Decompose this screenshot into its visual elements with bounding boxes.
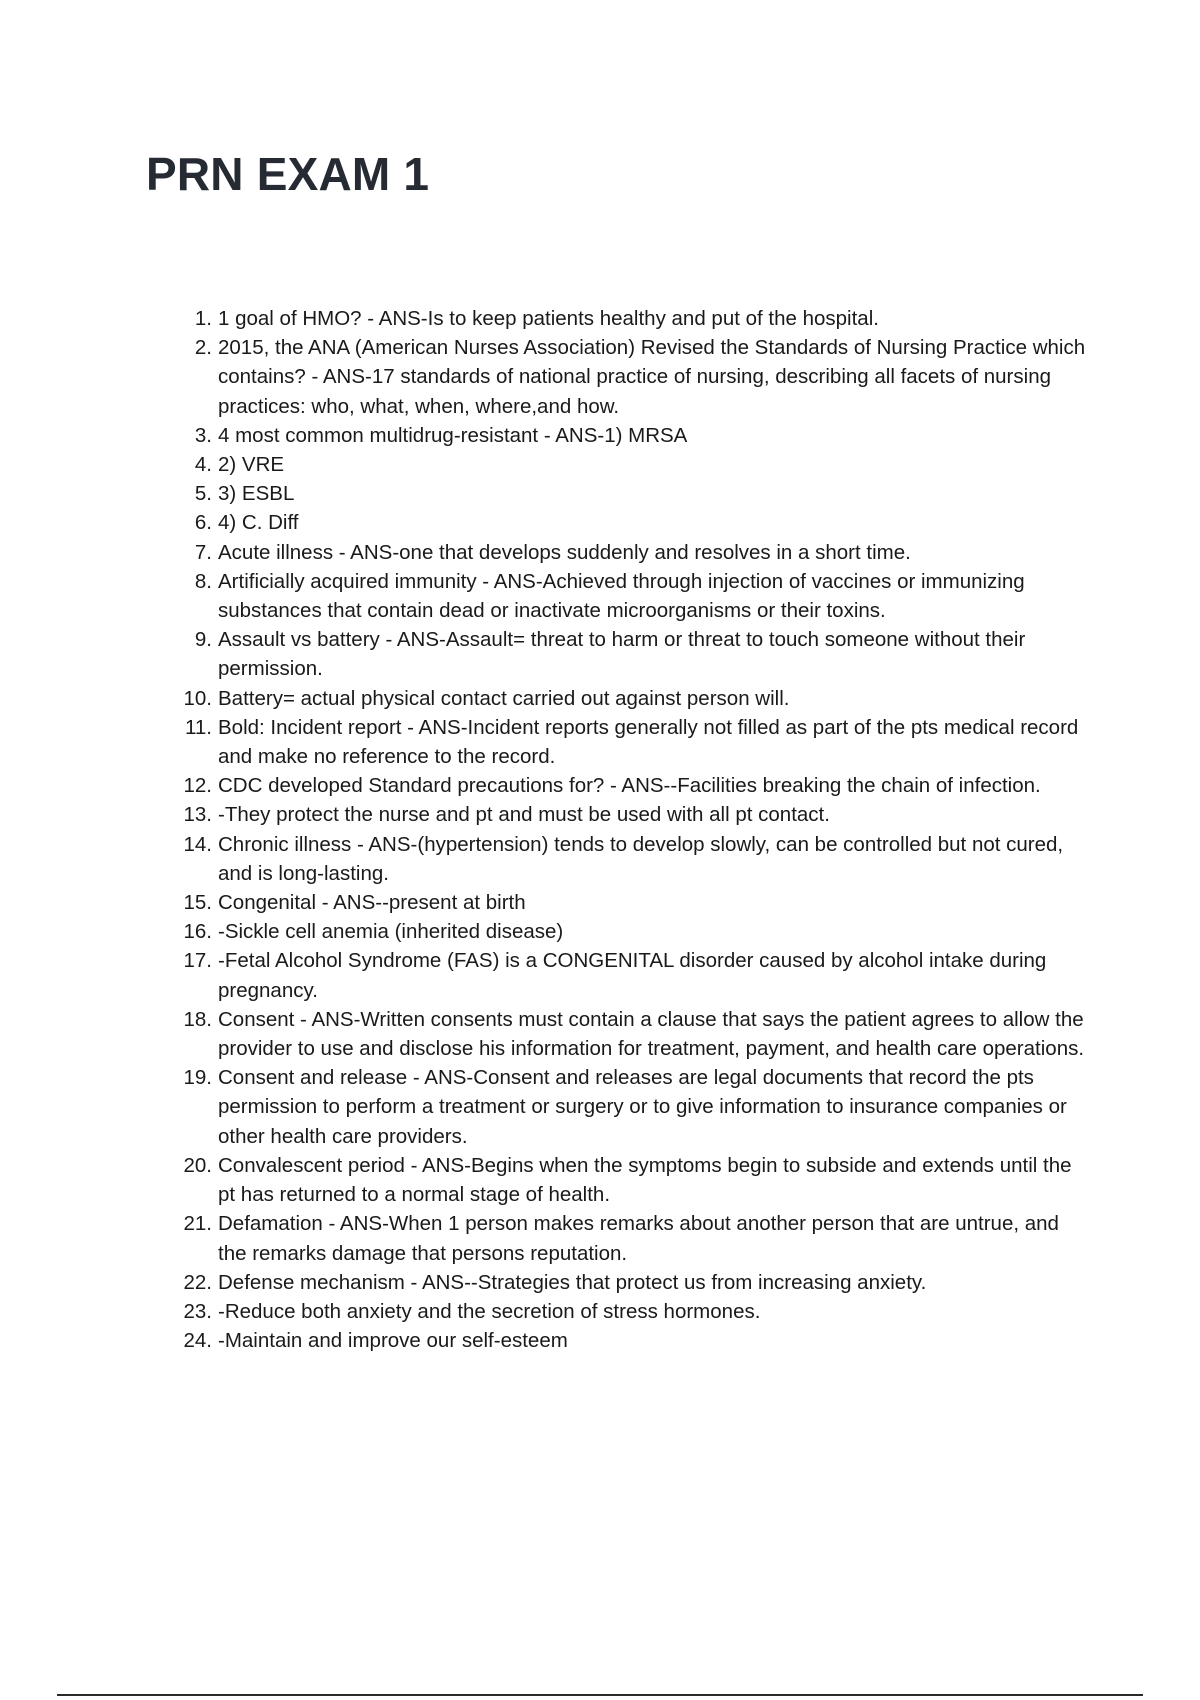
list-item [194,333,1088,421]
list-item-text: Consent - ANS-Written consents must contain a clause that says the patient agrees to allow the provider to use and disclose his information for treatment, payment, and health care operations. [218,1007,1085,1061]
list-item [194,304,1088,333]
list-item-number: 15. [183,891,212,915]
list-item-text: 1 goal of HMO? - ANS-Is to keep patients healthy and put of the hospital. [218,307,879,330]
list-item [183,1268,1088,1297]
list-item-text: -They protect the nurse and pt and must be used with all pt contact. [218,803,830,827]
list-item [183,1209,1088,1267]
list-item-number: 2. [194,336,212,360]
list-item-text: 2015, the ANA (American Nurses Association) Revised the Standards of Nursing Practice which contains? - ANS-17 standards of national practice of nursing, describing all facets of nursing practices: who, what, when, where,and how. [218,336,1086,418]
list-item [183,1151,1088,1209]
list-item-number: 5. [194,482,212,506]
list-item-text: -Sickle cell anemia (inherited disease) [218,920,564,944]
list-item-number: 4. [194,453,212,477]
list-item-text: -Fetal Alcohol Syndrome (FAS) is a CONGENITAL disorder caused by alcohol intake during pregnancy. [218,949,1047,1002]
footer-divider [57,1694,1143,1696]
list-item-text: Chronic illness - ANS-(hypertension) tends to develop slowly, can be controlled but not cured, and is long-lasting. [218,832,1064,885]
list-item-text: Assault vs battery - ANS-Assault= threat to harm or threat to touch someone without their permission. [218,628,1026,681]
list-item-text: 4) C. Diff [218,511,299,535]
list-item-number: 24. [183,1329,212,1353]
list-item-text: 3) ESBL [218,482,295,506]
list-item-text: Bold: Incident report - ANS-Incident reports generally not filled as part of the pts medical record and make no reference to the record. [218,715,1079,769]
list-item [183,1297,1088,1326]
list-item [194,450,1088,479]
list-item [183,830,1088,888]
list-item [194,567,1088,625]
list-item-text: -Reduce both anxiety and the secretion of stress hormones. [218,1299,761,1323]
list-item [183,800,1088,829]
list-item [183,1005,1088,1063]
list-item-text: Battery= actual physical contact carried out against person will. [218,686,790,710]
list-item-text: Defamation - ANS-When 1 person makes remarks about another person that are untrue, and the remarks damage that persons reputation. [218,1212,1059,1265]
list-item-number: 16. [183,920,212,944]
page-title: PRN EXAM 1 [146,148,430,200]
list-item-number: 12. [183,774,212,798]
list-item-number: 21. [183,1212,212,1236]
list-item [183,1063,1088,1151]
list-item-number: 3. [194,423,212,447]
list-item-number: 14. [183,832,212,856]
list-item-number: 1. [194,307,212,330]
list-item [194,538,1088,567]
list-item-text: Congenital - ANS--present at birth [218,891,526,915]
list-item [185,713,1088,771]
list-item-text: Consent and release - ANS-Consent and releases are legal documents that record the pts permission to perform a treatment or surgery or to give information to insurance companies or other health care providers. [218,1066,1067,1148]
list-item [194,479,1088,508]
list-item-text: -Maintain and improve our self-esteem [218,1329,568,1353]
list-item [194,421,1088,450]
list-item [183,917,1088,946]
list-item-number: 17. [183,949,212,973]
list-item [183,1326,1088,1355]
list-item [194,508,1088,537]
list-item-text: CDC developed Standard precautions for? - ANS--Facilities breaking the chain of infection. [218,774,1041,798]
list-item-number: 22. [183,1270,212,1294]
list-item-text: Acute illness - ANS-one that develops suddenly and resolves in a short time. [218,540,911,564]
list-item-text: 2) VRE [218,453,285,477]
list-item-text: 4 most common multidrug-resistant - ANS-1) MRSA [218,423,688,447]
list-item [194,625,1088,683]
list-item-number: 18. [183,1007,212,1031]
qa-list [183,304,1088,1355]
list-item-number: 9. [194,628,212,652]
list-item-text: Convalescent period - ANS-Begins when the symptoms begin to subside and extends until the pt has returned to a normal stage of health. [218,1153,1072,1207]
list-item-text: Defense mechanism - ANS--Strategies that protect us from increasing anxiety. [218,1270,927,1294]
list-item-number: 8. [194,569,212,593]
list-item [183,946,1088,1004]
list-item-number: 23. [183,1299,212,1323]
list-item-number: 11. [185,715,212,739]
list-item-number: 13. [183,803,212,827]
list-item-number: 20. [183,1153,212,1177]
list-item-number: 6. [194,511,212,535]
list-item [183,684,1088,713]
list-item [183,888,1088,917]
list-item-text: Artificially acquired immunity - ANS-Achieved through injection of vaccines or immunizing substances that contain dead or inactivate microorganisms or their toxins. [218,569,1025,623]
list-item-number: 10. [183,686,212,710]
list-item-number: 7. [194,540,212,564]
list-item-number: 19. [183,1066,212,1090]
list-item [183,771,1088,800]
